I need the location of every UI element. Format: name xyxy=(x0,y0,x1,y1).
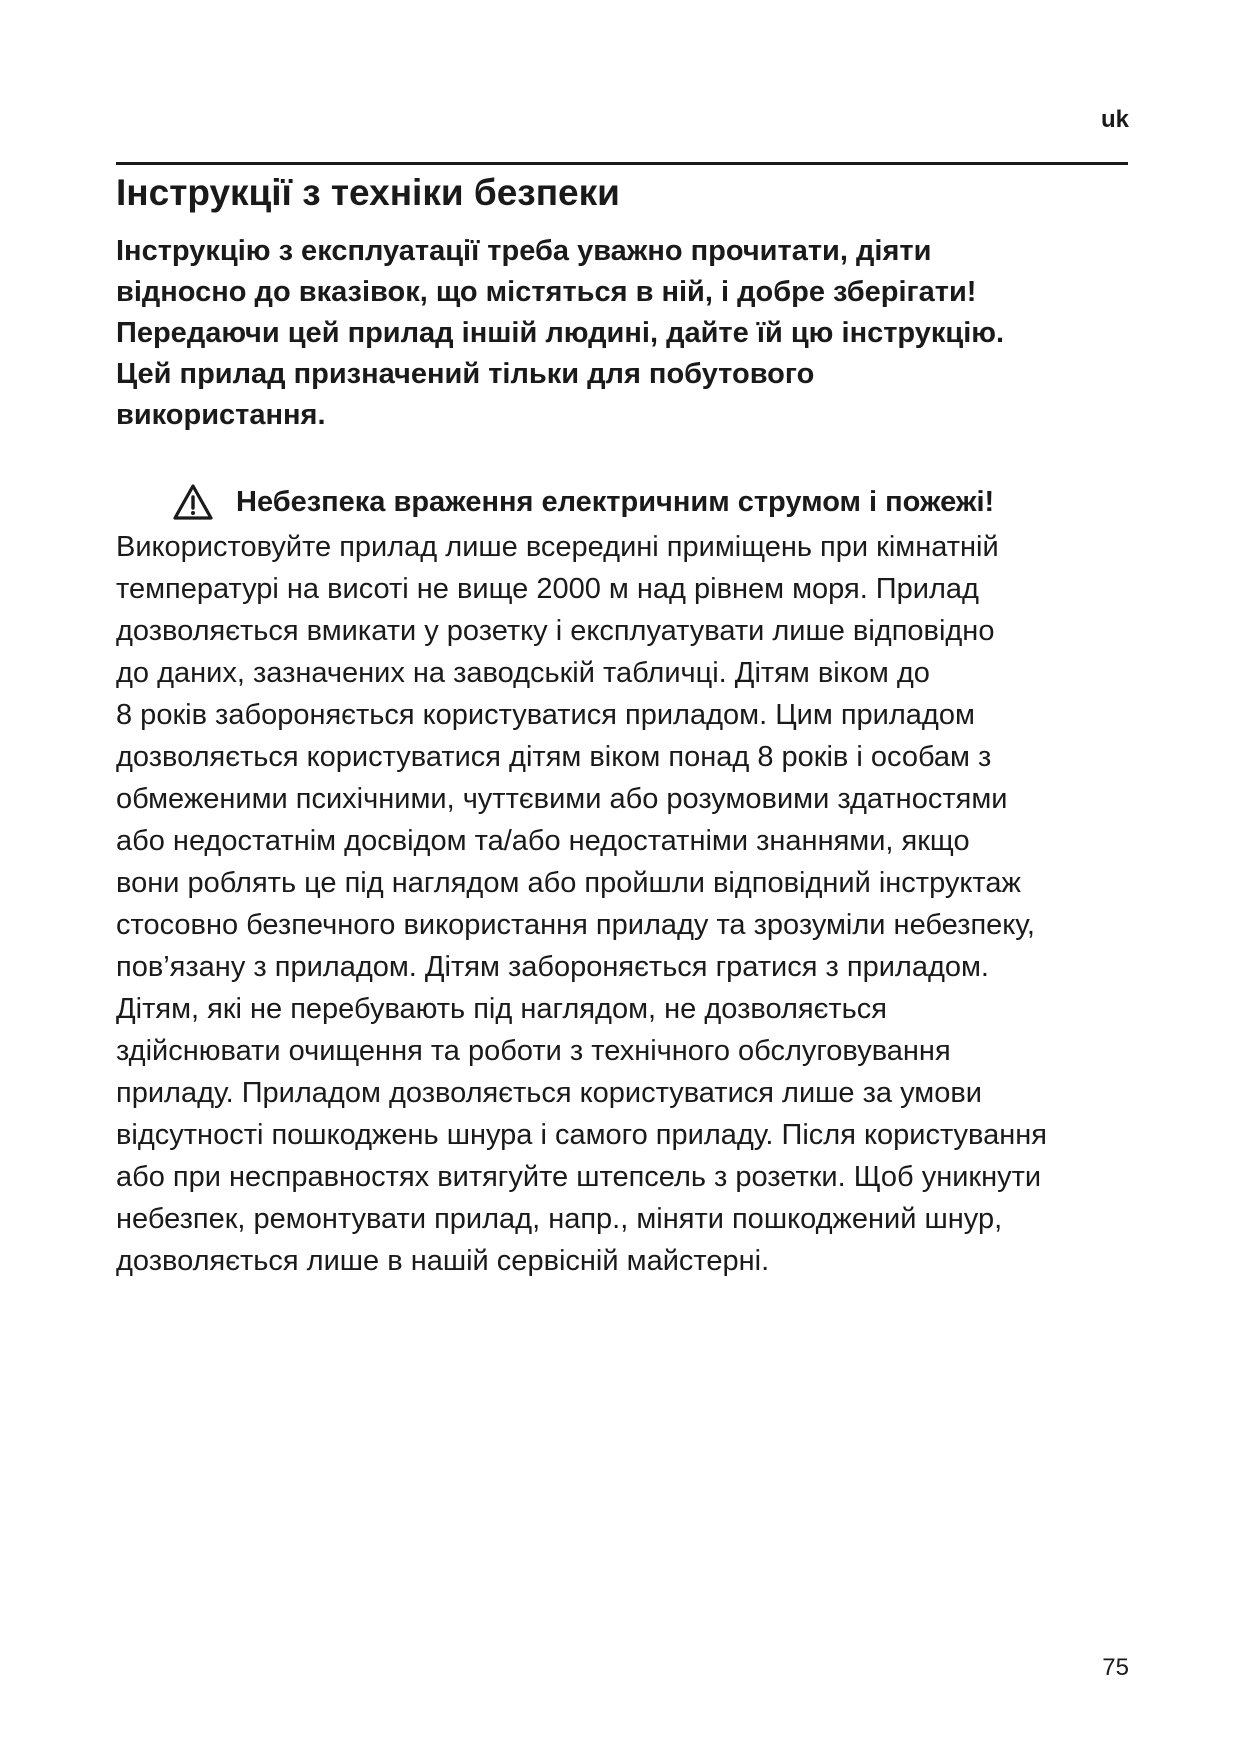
intro-line: використання. xyxy=(116,399,326,431)
safety-body-text xyxy=(116,526,1146,1282)
body-line: обмеженими психічними, чуттєвими або розумовими здатностями xyxy=(116,783,1008,815)
body-line: дозволяється лише в нашій сервісній майстерні. xyxy=(116,1245,770,1277)
body-line: Використовуйте прилад лише всередині приміщень при кімнатній xyxy=(116,531,999,563)
body-line: вони роблять це під наглядом або пройшли відповідний інструктаж xyxy=(116,867,1021,899)
body-line: температурі на висоті не вище 2000 м над рівнем моря. Прилад xyxy=(116,573,979,605)
intro-line: відносно до вказівок, що містяться в ній, і добре зберігати! xyxy=(116,276,977,308)
body-line: дозволяється вмикати у розетку і експлуатувати лише відповідно xyxy=(116,615,995,647)
warning-heading-text: Небезпека враження електричним струмом і пожежі! xyxy=(236,486,995,518)
intro-line: Цей прилад призначений тільки для побутового xyxy=(116,358,815,390)
body-line: стосовно безпечного використання приладу та зрозуміли небезпеку, xyxy=(116,909,1035,941)
language-tag: uk xyxy=(1100,106,1129,133)
page-number: 75 xyxy=(1102,1654,1129,1681)
intro-line: Інструкцію з експлуатації треба уважно прочитати, діяти xyxy=(116,235,932,267)
intro-paragraph xyxy=(116,231,1136,436)
warning-triangle-icon xyxy=(172,483,214,521)
page-title: Інструкції з техніки безпеки xyxy=(116,172,620,213)
body-line: приладу. Приладом дозволяється користуватися лише за умови xyxy=(116,1077,982,1109)
intro-line: Передаючи цей прилад іншій людині, дайте їй цю інструкцію. xyxy=(116,317,1005,349)
body-line: небезпек, ремонтувати прилад, напр., міняти пошкоджений шнур, xyxy=(116,1203,1003,1235)
body-line: до даних, зазначених на заводській табличці. Дітям віком до xyxy=(116,657,930,689)
body-line: або при несправностях витягуйте штепсель з розетки. Щоб уникнути xyxy=(116,1161,1042,1193)
body-line: пов’язану з приладом. Дітям забороняється гратися з приладом. xyxy=(116,951,989,983)
header-divider xyxy=(116,162,1128,165)
body-line: 8 років забороняється користуватися приладом. Цим приладом xyxy=(116,699,975,731)
warning-heading xyxy=(172,482,994,522)
body-line: Дітям, які не перебувають під наглядом, не дозволяється xyxy=(116,993,887,1025)
body-line: або недостатнім досвідом та/або недостатніми знаннями, якщо xyxy=(116,825,970,857)
body-line: дозволяється користуватися дітям віком понад 8 років і особам з xyxy=(116,741,992,773)
body-line: відсутності пошкоджень шнура і самого приладу. Після користування xyxy=(116,1119,1048,1151)
body-line: здійснювати очищення та роботи з технічного обслуговування xyxy=(116,1035,951,1067)
